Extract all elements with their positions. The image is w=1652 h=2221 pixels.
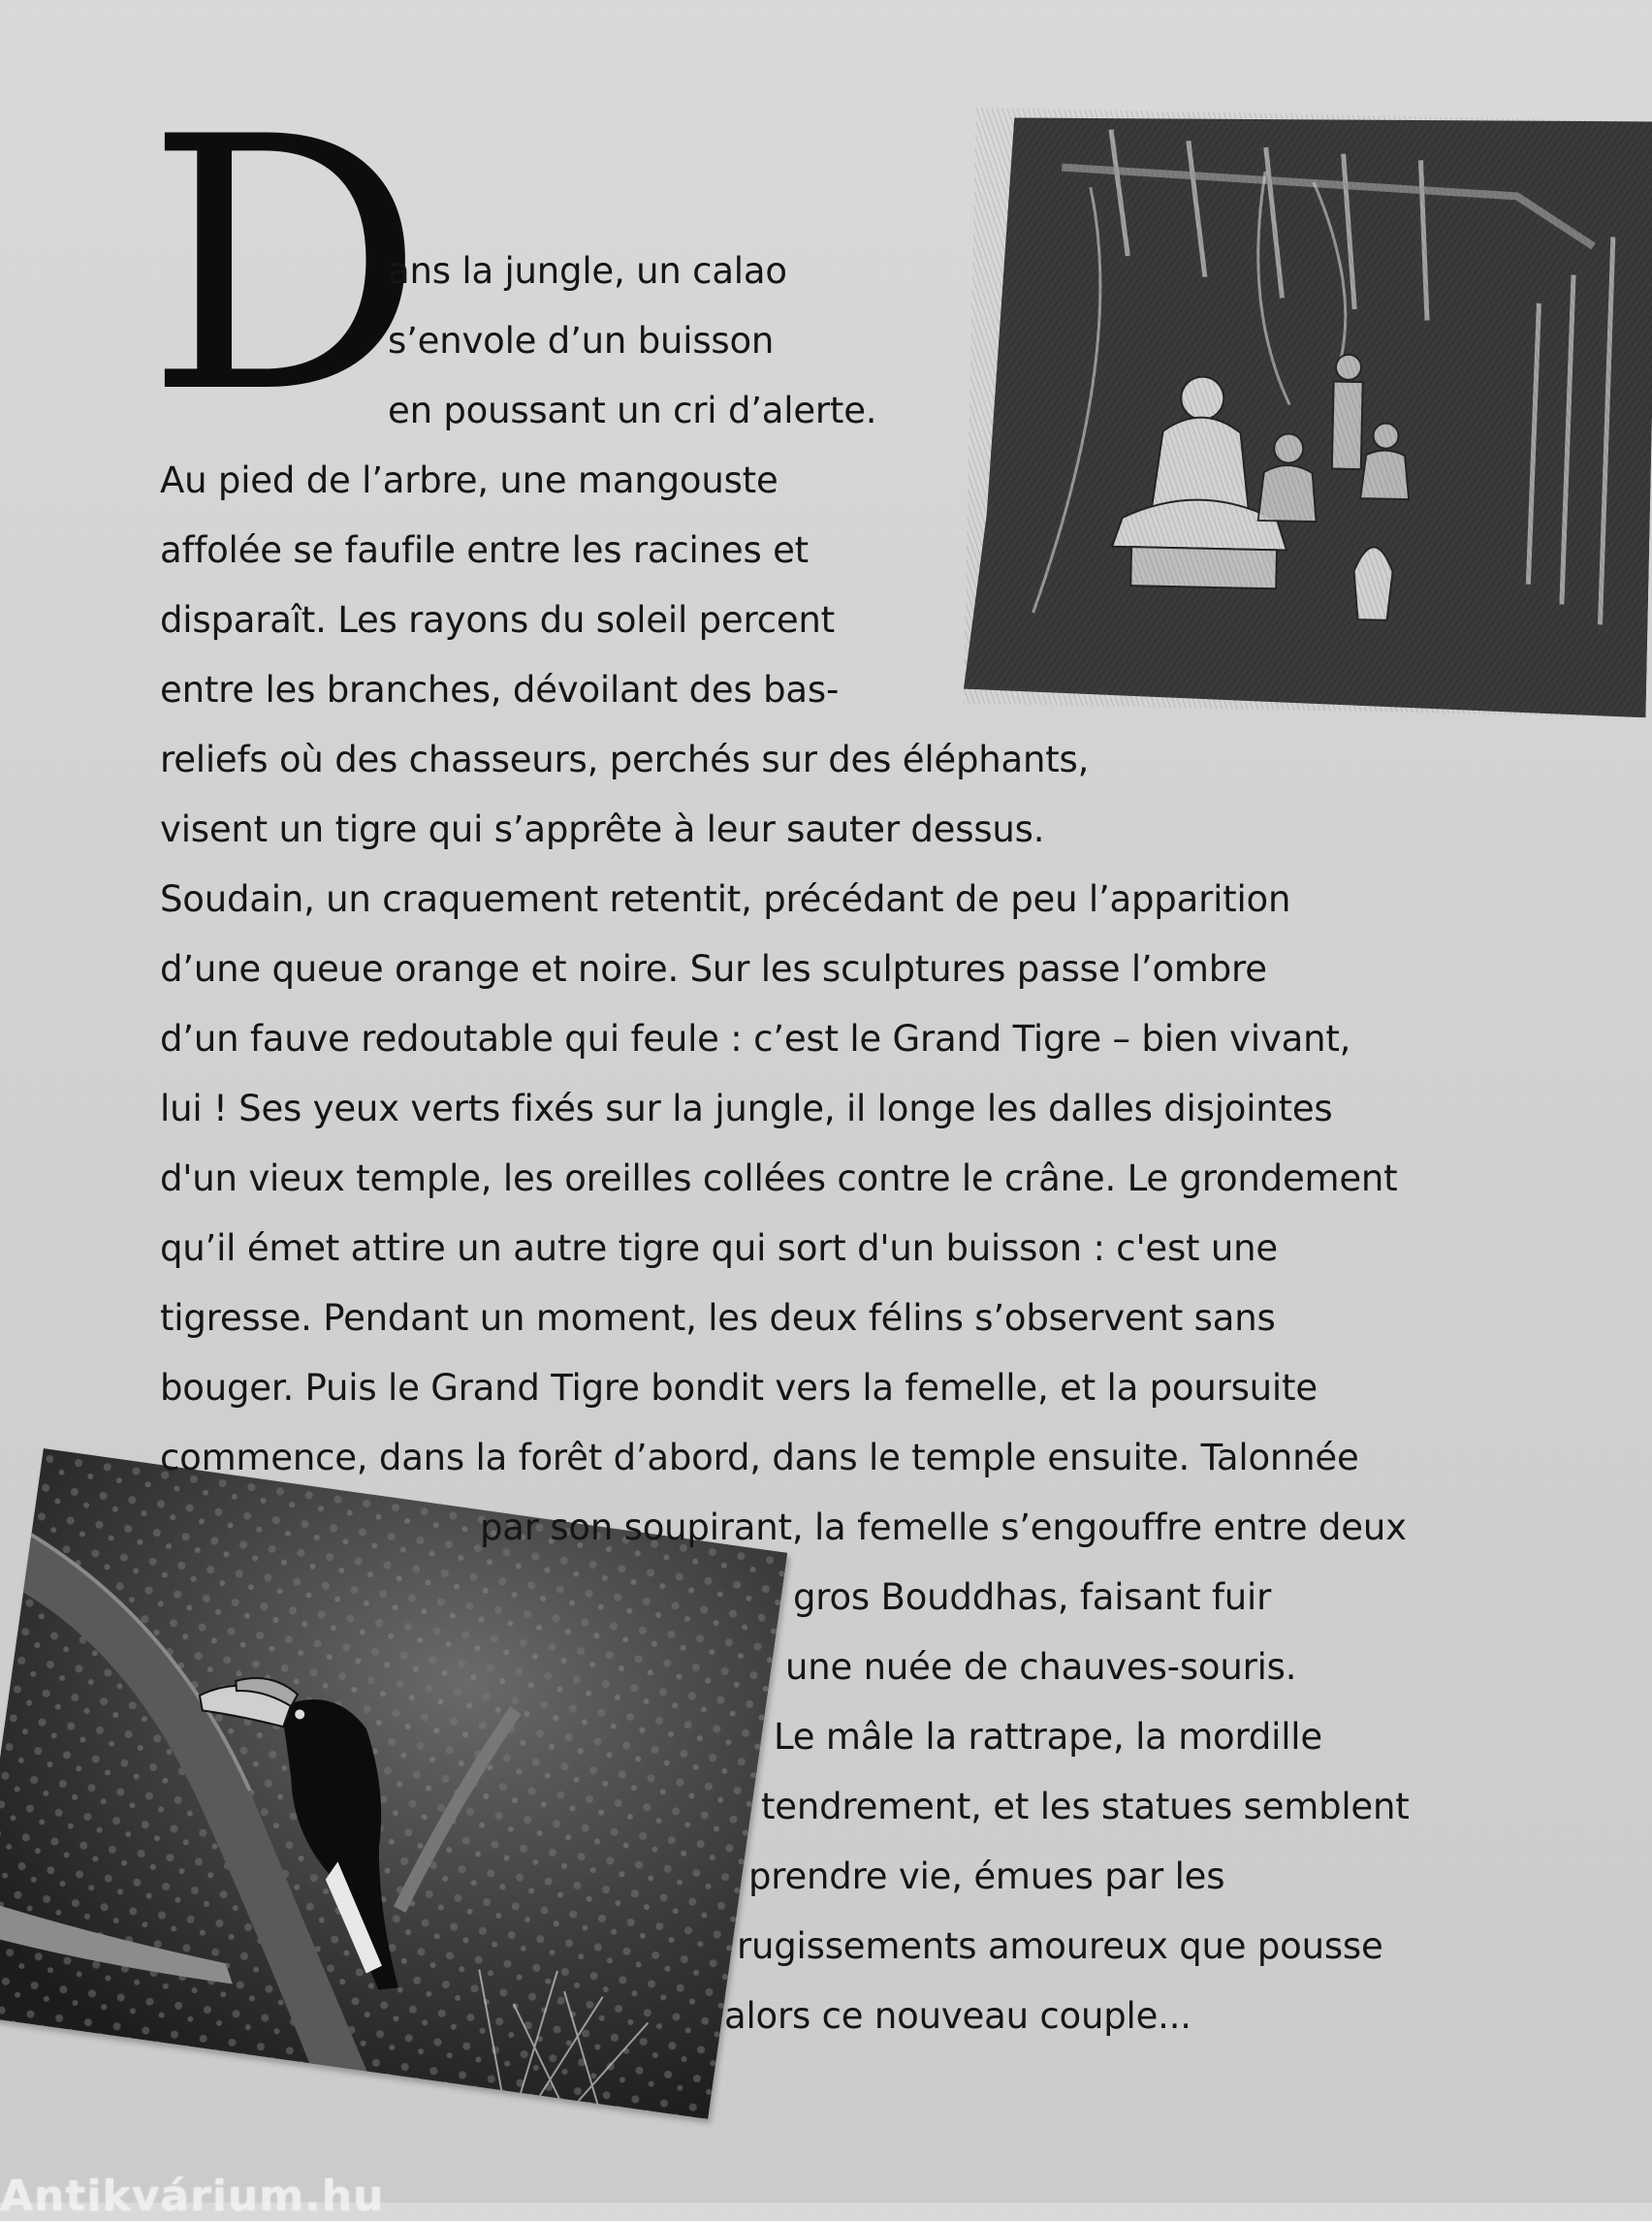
story-line: ans la jungle, un calao bbox=[388, 250, 787, 292]
story-line: reliefs où des chasseurs, perchés sur des éléphants, bbox=[160, 739, 1090, 780]
story-line: rugissements amoureux que pousse bbox=[737, 1925, 1383, 1967]
story-line: lui ! Ses yeux verts fixés sur la jungle, il longe les dalles disjointes bbox=[160, 1088, 1333, 1129]
temple-illustration bbox=[964, 108, 1652, 718]
story-line: d'un vieux temple, les oreilles collées contre le crâne. Le grondement bbox=[160, 1158, 1398, 1199]
story-line: s’envole d’un buisson bbox=[388, 320, 775, 362]
story-line: disparaît. Les rayons du soleil percent bbox=[160, 599, 835, 641]
story-line: commence, dans la forêt d’abord, dans le temple ensuite. Talonnée bbox=[160, 1437, 1359, 1478]
story-line: alors ce nouveau couple... bbox=[724, 1995, 1191, 2037]
story-line: tendrement, et les statues semblent bbox=[761, 1786, 1410, 1827]
story-line: gros Bouddhas, faisant fuir bbox=[793, 1576, 1272, 1618]
story-line: d’un fauve redoutable qui feule : c’est le Grand Tigre – bien vivant, bbox=[160, 1018, 1351, 1060]
story-line: en poussant un cri d’alerte. bbox=[388, 390, 877, 431]
story-line: Soudain, un craquement retentit, précédant de peu l’apparition bbox=[160, 878, 1291, 920]
story-line: par son soupirant, la femelle s’engouffre entre deux bbox=[480, 1507, 1407, 1548]
story-line: prendre vie, émues par les bbox=[748, 1856, 1225, 1897]
watermark-text: Antikvárium.hu bbox=[0, 2172, 385, 2221]
story-line: qu’il émet attire un autre tigre qui sort d'un buisson : c'est une bbox=[160, 1227, 1278, 1269]
story-line: tigresse. Pendant un moment, les deux félins s’observent sans bbox=[160, 1297, 1276, 1339]
story-line: Au pied de l’arbre, une mangouste bbox=[160, 460, 778, 501]
story-line: bouger. Puis le Grand Tigre bondit vers la femelle, et la poursuite bbox=[160, 1367, 1318, 1409]
story-line: une nuée de chauves-souris. bbox=[785, 1646, 1297, 1688]
story-line: affolée se faufile entre les racines et bbox=[160, 529, 809, 571]
story-line: entre les branches, dévoilant des bas- bbox=[160, 669, 840, 711]
story-line: d’une queue orange et noire. Sur les sculptures passe l’ombre bbox=[160, 948, 1267, 990]
story-line: Le mâle la rattrape, la mordille bbox=[774, 1716, 1322, 1758]
story-line: visent un tigre qui s’apprête à leur sauter dessus. bbox=[160, 809, 1045, 850]
drop-cap-letter: D bbox=[145, 63, 426, 469]
